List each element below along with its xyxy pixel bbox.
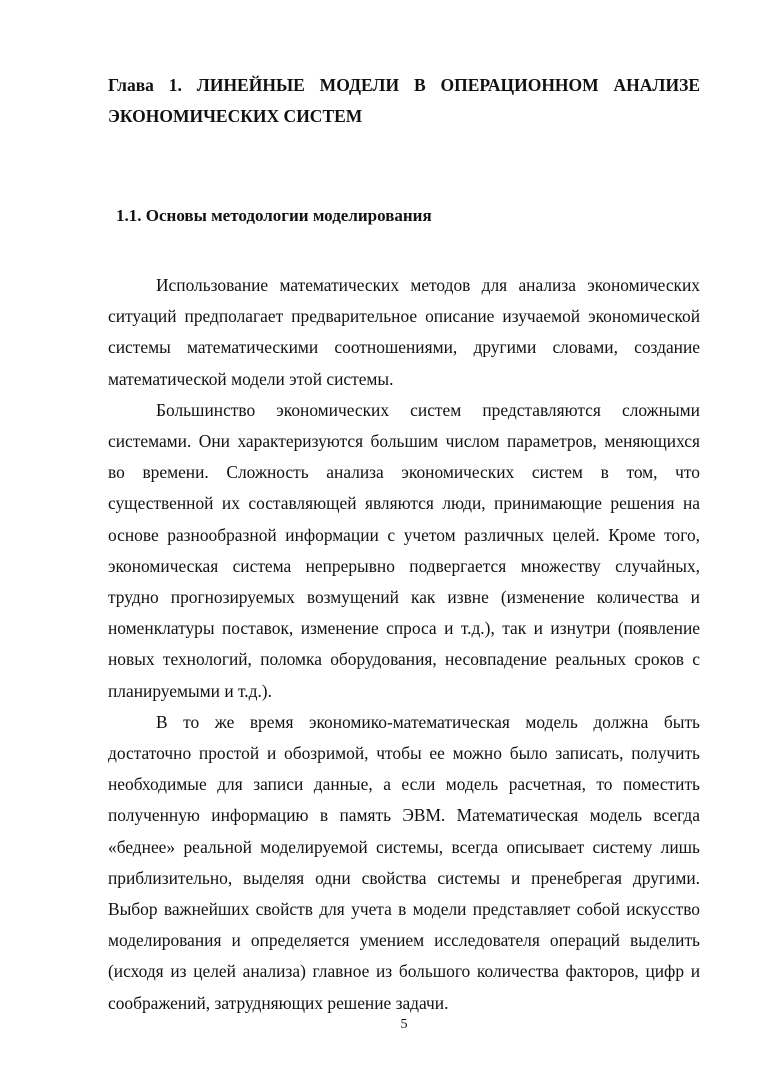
body-text [108,270,700,1019]
page-number: 5 [400,1017,408,1032]
paragraph: Большинство экономических систем представляются сложными системами. Они характеризуются большим числом параметров, меняющихся во времени. Сложность анализа экономических систем в том, что существенной их составляющей являются люди, принимающие решения на основе разнообразной информации с учетом различных целей. Кроме того, экономическая система непрерывно подвергается множеству случайных, трудно прогнозируемых возмущений как извне (изменение количества и номенклатуры поставок, изменение спроса и т.д.), так и изнутри (появление новых технологий, поломка оборудования, несовпадение реальных сроков с планируемыми и т.д.). [108,399,700,701]
section-title: 1.1. Основы методологии моделирования [116,206,432,225]
paragraph: Использование математических методов для анализа экономических ситуаций предполагает предварительное описание изучаемой экономической системы математическими соотношениями, другими словами, создание математической модели этой системы. [108,275,700,389]
chapter-title: Глава 1. ЛИНЕЙНЫЕ МОДЕЛИ В ОПЕРАЦИОННОМ АНАЛИЗЕ ЭКОНОМИЧЕСКИХ СИСТЕМ [108,75,700,126]
paragraph: В то же время экономико-математическая модель должна быть достаточно простой и обозримой, чтобы ее можно было записать, получить необходимые для записи данные, а если модель расчетная, то поместить полученную информацию в память ЭВМ. Математическая модель всегда «беднее» реальной моделируемой системы, всегда описывает систему лишь приблизительно, выделяя одни свойства системы и пренебрегая другими. Выбор важнейших свойств для учета в модели представляет собой искусство моделирования и определяется умением исследователя операций выделить (исходя из целей анализа) главное из большого количества факторов, цифр и соображений, затрудняющих решение задачи. [108,711,700,1013]
